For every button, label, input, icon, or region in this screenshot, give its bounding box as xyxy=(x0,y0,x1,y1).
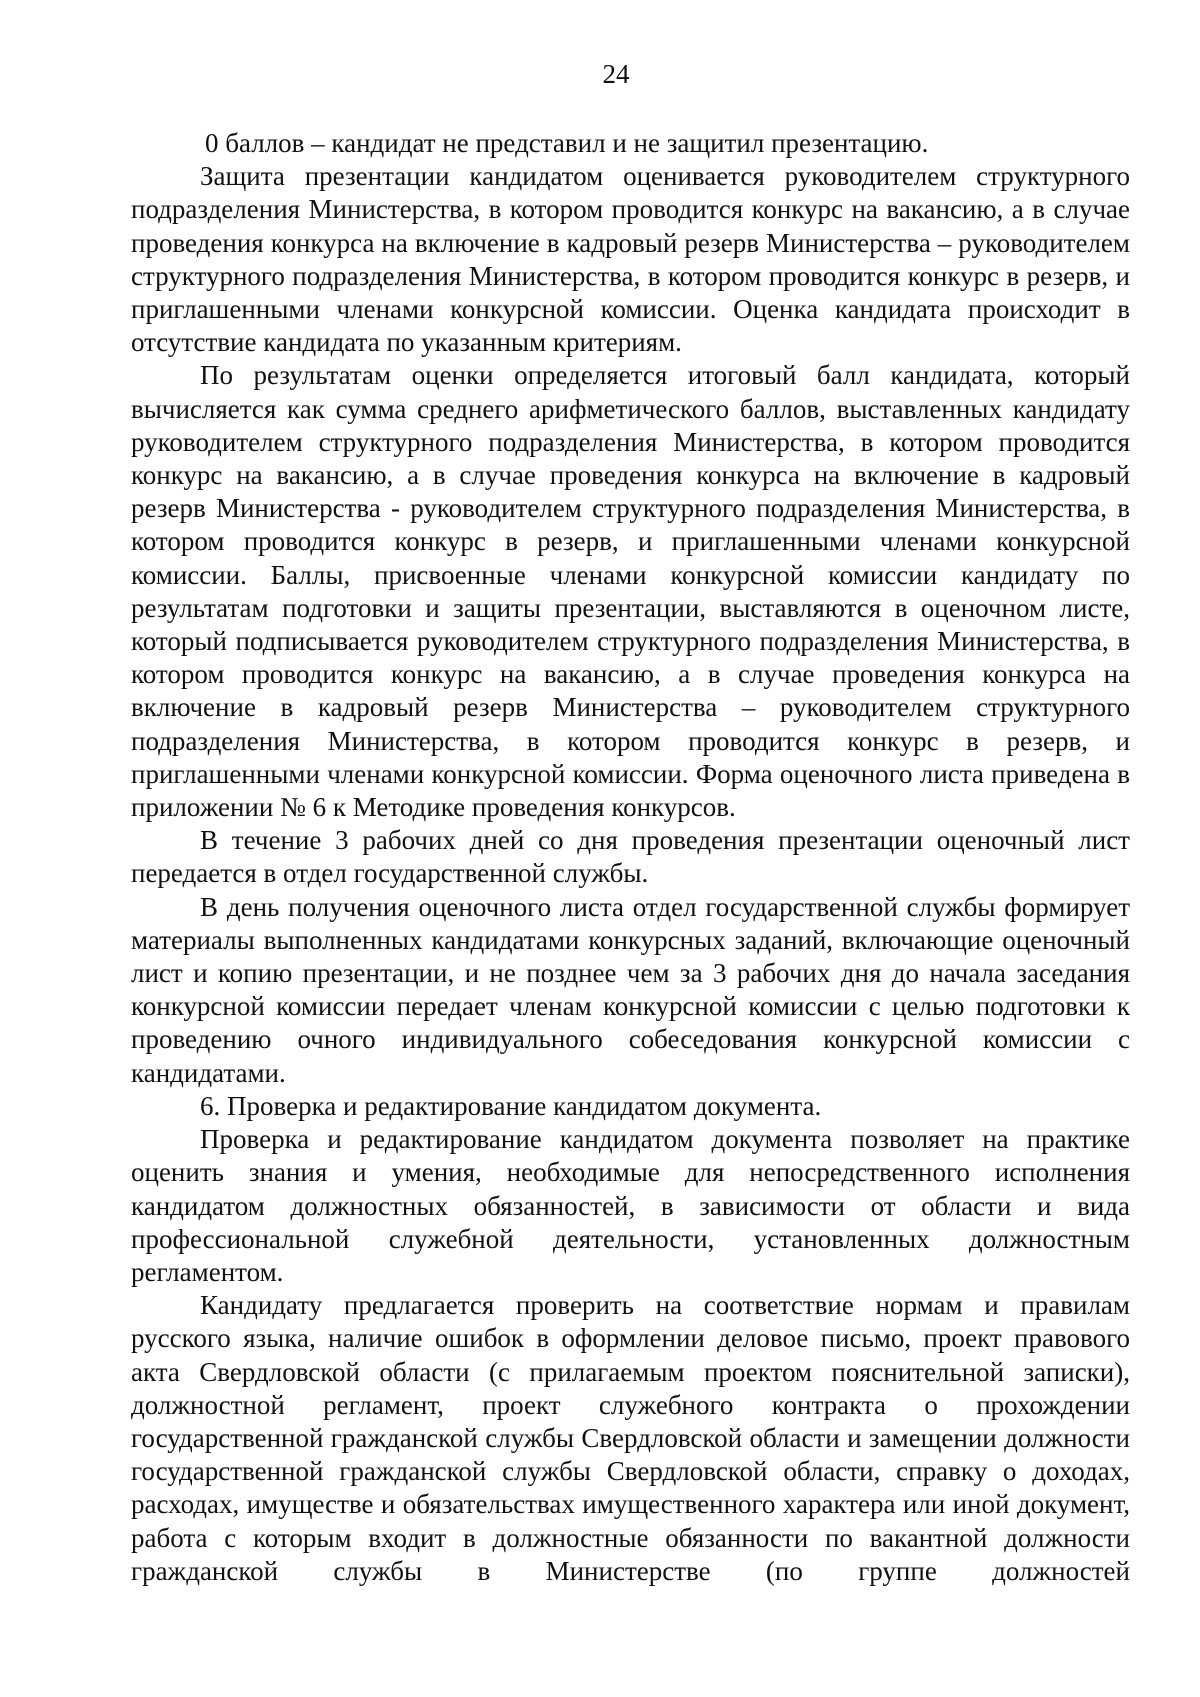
section-heading-document-review: 6. Проверка и редактирование кандидатом документа. xyxy=(200,1090,822,1121)
paragraph-final-score: По результатам оценки определяется итоговый балл кандидата, который вычисляется как сумма среднего арифметического баллов, выставленных кандидату руководителем структурного подразделения Министерства, в котором проводится конкурс на вакансию, а в случае проведения конкурса на включение в кадровый резерв Министерства - руководителем структурного подразделения Министерства, в котором проводится конкурс в резерв, и приглашенными членами конкурсной комиссии. Баллы, присвоенные членами конкурсной комиссии кандидату по результатам подготовки и защиты презентации, выставляются в оценочном листе, который подписывается руководителем структурного подразделения Министерства, в котором проводится конкурс на вакансию, а в случае проведения конкурса на включение в кадровый резерв Министерства – руководителем структурного подразделения Министерства, в котором проводится конкурс в резерв, и приглашенными членами конкурсной комиссии. Форма оценочного листа приведена в приложении № 6 к Методике проведения конкурсов. xyxy=(131,360,1130,823)
paragraph-presentation-defense: Защита презентации кандидатом оценивается руководителем структурного подразделения Министерства, в котором проводится конкурс на вакансию, а в случае проведения конкурса на включение в кадровый резерв Министерства – руководителем структурного подразделения Министерства, в котором проводится конкурс в резерв, и приглашенными членами конкурсной комиссии. Оценка кандидата происходит в отсутствие кандидата по указанным критериям. xyxy=(131,161,1130,358)
paragraph-document-review-purpose: Проверка и редактирование кандидатом документа позволяет на практике оценить знания и умения, необходимые для непосредственного исполнения кандидатом должностных обязанностей, в зависимости от области и вида профессиональной служебной деятельности, установленных должностным регламентом. xyxy=(131,1124,1130,1287)
paragraph-evaluation-sheet-transfer: В течение 3 рабочих дней со дня проведения презентации оценочный лист передается в отдел государственной службы. xyxy=(131,825,1130,889)
paragraph-materials-formation: В день получения оценочного листа отдел государственной службы формирует материалы выполненных кандидатами конкурсных заданий, включающие оценочный лист и копию презентации, и не позднее чем за 3 рабочих дня до начала заседания конкурсной комиссии передает членам конкурсной комиссии с целью подготовки к проведению очного индивидуального собеседования конкурсной комиссии с кандидатами. xyxy=(131,891,1130,1088)
paragraph-document-review-task: Кандидату предлагается проверить на соответствие нормам и правилам русского языка, наличие ошибок в оформлении деловое письмо, проект правового акта Свердловской области (с прилагаемым проектом пояснительной записки), должностной регламент, проект служебного контракта о прохождении государственной гражданской службы Свердловской области и замещении должности государственной гражданской службы Свердловской области, справку о доходах, расходах, имуществе и обязательствах имущественного характера или иной документ, работа с которым входит в должностные обязанности по вакантной должности гражданской службы в Министерстве (по группе должностей xyxy=(131,1290,1130,1586)
paragraph-zero-points: 0 баллов – кандидат не представил и не защитил презентацию. xyxy=(205,128,929,158)
page-number: 24 xyxy=(602,59,630,89)
document-body xyxy=(131,127,1130,1588)
